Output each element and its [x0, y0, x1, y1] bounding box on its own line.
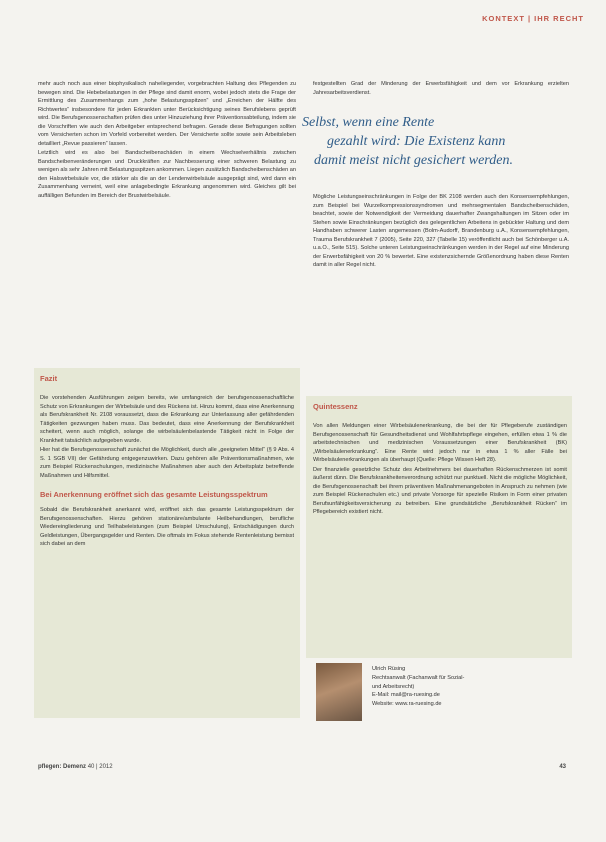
- right-column-middle: [313, 193, 569, 271]
- author-box: [316, 663, 566, 727]
- paragraph: Mögliche Leistungseinschränkungen in Folge der BK 2108 werden auch den Konsensempfehlungen, zum Beispiel bei Wurzelkompressionssyndromen und mehrsegmentalen Bandscheibenschäden, beachtet, sowie der Notwendigkeit der Vermeidung dauerhafter Zwangshaltungen im Sitzen oder im Stehen sowie Einschränkungen bezüglich des gelegentlichen Arbeitens in gebückter Haltung und dem Handhaben schwerer Lasten angemessen (Bolm-Audorff, Brandenburg u.A., Konsensempfehlungen, Trauma Berufskrankheit 7 (2005), Seite 220, 327 (Tabelle 15) veröffentlicht auch bei Schönberger u.A. u.a.O., Seite 515). Solche unteren Leistungseinschränkungen werden in der Regel auf eine Minderung der Erwerbsfähigkeit von 20 % bewertet. Eine existenzsichernde Größenordnung haben diese Renten damit in aller Regel nicht.: [313, 194, 569, 268]
- right-column-top: [313, 80, 569, 98]
- left-column: [38, 80, 296, 201]
- author-role-2: und Arbeitsrecht): [372, 683, 415, 690]
- fazit-section: [40, 374, 294, 550]
- paragraph: Von allen Meldungen einer Wirbelsäulenerkrankung, die bei der für Pflegeberufe zuständigen Berufsgenossenschaft für Gesundheitsdienst und Wohlfahrtspflege eingehen, erfüllen etwa 1 % die arbeitstechnischen und medizinischen Voraussetzungen einer Berufskrankheit (BK) „Wirbelsäulenerkrankung“. Eine Rente wird jedoch nur in etwa 1 % aller Fälle bei Wirbelsäulenerkrankungen als überhaupt (Quelle: Pflege Wissen Heft 28).: [313, 423, 567, 463]
- fazit-heading: Fazit: [40, 374, 58, 383]
- subheading: Bei Anerkennung eröffnet sich das gesamte Leistungsspektrum: [40, 490, 268, 499]
- paragraph: Die vorstehenden Ausführungen zeigen bereits, wie umfangreich der berufsgenossenschaftliche Schutz von Erkrankungen der Wirbelsäule und des Rückens ist. Hinzu kommt, dass eine Anerkennung als Berufskrankheit Nr. 2108 voraussetzt, dass die Erkrankung zur Unterlassung aller gefährdenden Tätigkeiten gezwungen haben muss. Das bedeutet, dass eine Anerkennung der Berufskrankheit scheitert, wenn auch möglich, solange die wirbelsäulenbelastende Tätigkeit nicht in Folge der Krankheit tatsächlich aufgegeben wurde.: [40, 395, 294, 444]
- issue-number: 40 | 2012: [87, 764, 113, 770]
- paragraph: Letztlich wird es also bei Bandscheibenschäden in einem Wechselverhältnis zwischen Bandscheibenveränderungen und Druckkräften zur Nachbesserung einer schweren Belastung zu wenigen als sehr Jahren mit Belastungsspitzen ankommen. Liegen zusätzlich Bandscheibenschäden an den Halswirbelsäule vor, die stärker als die an der Lendenwirbelsäule ausgeprägt sind, wird dann ein Zusammenhang verneint, weil eine anlagebedingte Erkrankung angenommen wird. Gleiches gilt bei auffälligen Befunden im Bereich der Brustwirbelsäule.: [38, 150, 296, 199]
- author-website[interactable]: Website: www.ra-ruesing.de: [372, 701, 442, 708]
- pull-quote: [302, 113, 572, 170]
- quote-line: damit meist nicht gesichert werden.: [314, 153, 513, 168]
- section-tag: KONTEXT | IHR RECHT: [482, 14, 584, 23]
- paragraph: Hier hat die Berufsgenossenschaft zunächst die Möglichkeit, durch alle „geeigneten Mittel“ (§ 9 Abs. 4 S. 1 SGB VII) der Gefährdung entgegenzuwirken. Dazu gehören alle Präventionsmaßnahmen, wie zum Beispiel Rückenschulungen, medizinische Maßnahmen aber auch den Arbeitsplatz betreffende Maßnahmen und Hilfsmittel.: [40, 447, 294, 479]
- author-photo: [316, 663, 362, 721]
- quote-line: Selbst, wenn eine Rente: [302, 115, 435, 130]
- paragraph: mehr auch noch aus einer biophysikalisch naheliegender, vorgebrachten Haltung des Pflegenden zu bewegen sind. Die Hebebelastungen in der Pflege sind damit enorm, wobei jedoch stets die Frage der Ermittlung des Zusammenhangs zum „hohe Belastungsspitzen“ und „Erreichen der Hälfte des Richtwertes“ insbesondere für jeden Erkrankten unter Berücksichtigung seines Berufslebens geprüft wird. Die Berufsgenossenschaften prüfen dies unter Hinzuziehung ihrer Präventionsabteilung, indem sie die Vorschriften wie auch den Arbeitgeber entsprechend befragen. Gerade diese Befragungen sollten vom Versicherten schon im Vorfeld vorbereitet werden. Der Versicherte sollte sowie sein Arbeitsleben detailliert „Revue passieren“ lassen.: [38, 81, 296, 147]
- quintessenz-section: [313, 402, 567, 518]
- paragraph: Der finanzielle gesetzliche Schutz des Arbeitnehmers bei dauerhaften Rückenschmerzen ist somit äußerst dünn. Die Berufskrankheitenverordnung schützt nur punktuell. Nicht die mögliche Möglichkeit, die Berufsgenossenschaft bei ihrem präventiven Maßnahmenangeboten in Anspruch zu nehmen (wie zum Beispiel Rückenschulen etc.) und private Vorsorge für spezielle Risiken in Form einer privaten Berufsunfähigkeitsversicherung zu betreiben. Eine grundsätzliche „Berufskrankheit Rücken“ im Pflegebereich existiert nicht.: [313, 466, 567, 515]
- quintessenz-heading: Quintessenz: [313, 402, 358, 411]
- publication-name: pflegen: Demenz: [38, 764, 87, 770]
- footer-publication: [38, 764, 113, 770]
- paragraph: festgestellten Grad der Minderung der Erwerbsfähigkeit und dem vor Erkrankung erzielten Jahresarbeitsverdienst.: [313, 81, 569, 96]
- author-name: Ulrich Rüsing: [372, 666, 406, 672]
- author-role: Rechtsanwalt (Fachanwalt für Sozial-: [372, 674, 465, 681]
- quote-line: gezahlt wird: Die Existenz kann: [327, 134, 506, 149]
- page-number: 43: [559, 764, 566, 770]
- author-info: [372, 665, 464, 709]
- author-email[interactable]: E-Mail: mail@ra-ruesing.de: [372, 692, 440, 699]
- paragraph: Sobald die Berufskrankheit anerkannt wird, eröffnet sich das gesamte Leistungsspektrum der Berufsgenossenschaften. Hierzu gehören stationäre/ambulante Heilbehandlungen, berufliche Wiedereingliederung und Teilhabeleistungen (zum Beispiel Umschulung), Entschädigungen durch Geldleistungen, Übergangsgelder und Renten. Die oftmals im Fokus stehende Rentenleistung bemisst sich dabei an dem: [40, 507, 294, 547]
